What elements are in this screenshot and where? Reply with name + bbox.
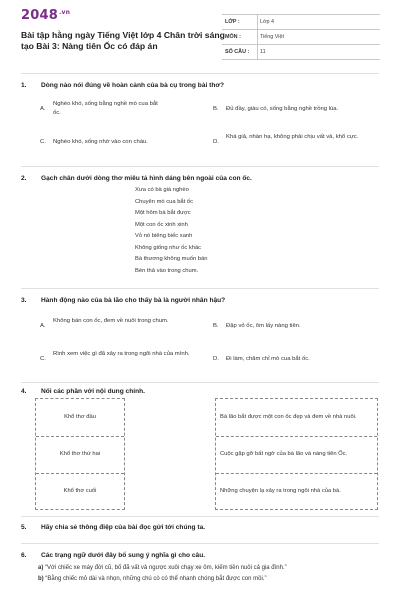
option-letter: B. bbox=[213, 323, 219, 329]
matching-right-column bbox=[215, 398, 378, 510]
option-a[interactable] bbox=[40, 317, 195, 329]
option-b[interactable] bbox=[213, 105, 383, 114]
sub-item-label: b) bbox=[38, 576, 44, 582]
option-text: Khá giả, nhàn hạ, không phải chịu vất vả, khổ cực. bbox=[226, 134, 359, 140]
meta-label: SỐ CÂU : bbox=[225, 49, 250, 55]
divider bbox=[21, 166, 379, 167]
divider bbox=[21, 288, 379, 289]
meta-label: MÔN : bbox=[225, 34, 241, 40]
option-letter: D. bbox=[213, 356, 219, 362]
divider bbox=[21, 73, 379, 74]
option-text: Nghèo khó, sống nhờ vào con cháu. bbox=[53, 139, 148, 145]
poem bbox=[135, 185, 315, 277]
question-title bbox=[21, 82, 381, 89]
matching-table bbox=[35, 398, 378, 510]
sub-item-a bbox=[38, 564, 287, 573]
question-5 bbox=[21, 524, 381, 531]
option-c[interactable] bbox=[40, 350, 205, 362]
poem-line[interactable]: Một hôm bà bắt được bbox=[135, 210, 191, 216]
poem-line[interactable]: Vỏ nó biêng biếc xanh bbox=[135, 233, 193, 239]
meta-table bbox=[222, 14, 380, 60]
option-letter: A. bbox=[40, 323, 46, 329]
question-number: 6. bbox=[21, 552, 27, 559]
question-title bbox=[21, 388, 381, 395]
question-1 bbox=[21, 82, 381, 89]
divider bbox=[21, 543, 379, 544]
question-text: Hãy chia sẻ thông điệp của bài đọc gửi tới chúng ta. bbox=[41, 524, 206, 531]
question-number: 2. bbox=[21, 175, 27, 182]
matching-left-column bbox=[35, 398, 125, 510]
option-text: Rình xem việc gì đã xảy ra trong ngôi nhà của mình. bbox=[53, 351, 190, 357]
poem-line[interactable]: Bà thương không muốn bán bbox=[135, 256, 208, 262]
site-logo[interactable] bbox=[21, 8, 70, 23]
logo-suffix: .vn bbox=[58, 8, 71, 16]
question-text: Nối các phần với nội dung chính. bbox=[41, 388, 145, 395]
question-number: 5. bbox=[21, 524, 27, 531]
question-text: Dòng nào nói đúng về hoàn cảnh của bà cụ trong bài thơ? bbox=[41, 82, 225, 89]
option-text: Nghèo khó, sống bằng nghề mò cua bắt ốc. bbox=[53, 101, 158, 116]
question-3 bbox=[21, 297, 381, 304]
poem-line[interactable]: Chuyên mò cua bắt ốc bbox=[135, 198, 194, 205]
poem-line[interactable]: Xưa có bà già nghèo bbox=[135, 187, 189, 193]
meta-row-subject bbox=[222, 30, 380, 45]
matching-left-item[interactable]: Khổ thơ cuối bbox=[63, 488, 97, 494]
sub-item-text: “Bằng chiếc mỏ dài và nhọn, những chú cò có thể nhanh chóng bắt được con mồi.” bbox=[45, 576, 267, 582]
meta-row-count bbox=[222, 45, 380, 60]
question-text: Hành động nào của bà lão cho thấy bà là người nhân hậu? bbox=[41, 297, 226, 304]
question-title bbox=[21, 175, 381, 182]
option-letter: B. bbox=[213, 106, 219, 112]
sub-item-text: “Với chiếc xe máy đời cũ, bố đã vất vả ngược xuôi chạy xe ôm, kiếm tiền nuôi cả gia đình.” bbox=[45, 565, 287, 571]
option-letter: D. bbox=[213, 139, 219, 145]
option-text: Đi làm, chăm chỉ mò cua bắt ốc. bbox=[226, 356, 310, 362]
question-number: 3. bbox=[21, 297, 27, 304]
option-letter: C. bbox=[40, 356, 46, 362]
document-title: Bài tập hằng ngày Tiếng Việt lớp 4 Chân trời sáng tạo Bài 3: Nàng tiên Ốc có đáp án bbox=[21, 30, 225, 51]
matching-left-item[interactable]: Khổ thơ đầu bbox=[64, 414, 96, 420]
poem-line[interactable]: Một con ốc xinh xinh bbox=[135, 221, 188, 228]
header bbox=[0, 0, 400, 62]
option-text: Đủ đầy, giàu có, sống bằng nghề trồng lúa. bbox=[226, 106, 339, 112]
matching-left-item[interactable]: Khổ thơ thứ hai bbox=[59, 451, 101, 457]
divider bbox=[21, 382, 379, 383]
meta-row-class bbox=[222, 15, 380, 30]
option-b[interactable] bbox=[213, 322, 383, 331]
question-4 bbox=[21, 388, 381, 395]
sub-item-label: a) bbox=[38, 565, 44, 571]
option-c[interactable] bbox=[40, 138, 210, 147]
sub-item-b bbox=[38, 575, 266, 584]
question-number: 4. bbox=[21, 388, 27, 395]
option-letter: C. bbox=[40, 139, 46, 145]
option-text: Đập vỏ ốc, ôm lấy nàng tiên. bbox=[226, 323, 301, 329]
option-letter: A. bbox=[40, 106, 46, 112]
meta-label: LỚP : bbox=[225, 19, 240, 25]
question-number: 1. bbox=[21, 82, 27, 89]
question-title bbox=[21, 297, 381, 304]
question-2 bbox=[21, 175, 381, 182]
meta-value: Lớp 4 bbox=[257, 15, 380, 29]
poem-line[interactable]: Không giống như ốc khác bbox=[135, 244, 202, 251]
option-d[interactable] bbox=[213, 355, 383, 364]
question-title bbox=[21, 552, 381, 559]
logo-text: 2048 bbox=[21, 8, 58, 23]
question-title bbox=[21, 524, 381, 531]
option-a[interactable] bbox=[40, 100, 165, 118]
meta-value: 11 bbox=[257, 45, 380, 59]
matching-right-item[interactable]: Những chuyện lạ xảy ra trong ngôi nhà của bà. bbox=[220, 488, 341, 494]
question-text: Gạch chân dưới dòng thơ miêu tả hình dáng bên ngoài của con ốc. bbox=[41, 175, 252, 182]
question-6 bbox=[21, 552, 381, 559]
option-d[interactable] bbox=[213, 133, 383, 145]
matching-right-item[interactable]: Cuộc gặp gỡ bất ngờ của bà lão và nàng tiên Ốc. bbox=[220, 451, 348, 457]
matching-right-item[interactable]: Bà lão bắt được một con ốc đẹp và đem về nhà nuôi. bbox=[220, 414, 357, 420]
question-text: Các trạng ngữ dưới đây bổ sung ý nghĩa gì cho câu. bbox=[41, 552, 206, 559]
meta-value: Tiếng Việt bbox=[257, 30, 380, 44]
poem-line[interactable]: Bèn thả vào trong chum. bbox=[135, 267, 199, 274]
option-text: Không bán con ốc, đem về nuôi trong chum. bbox=[53, 318, 169, 324]
divider bbox=[21, 516, 379, 517]
